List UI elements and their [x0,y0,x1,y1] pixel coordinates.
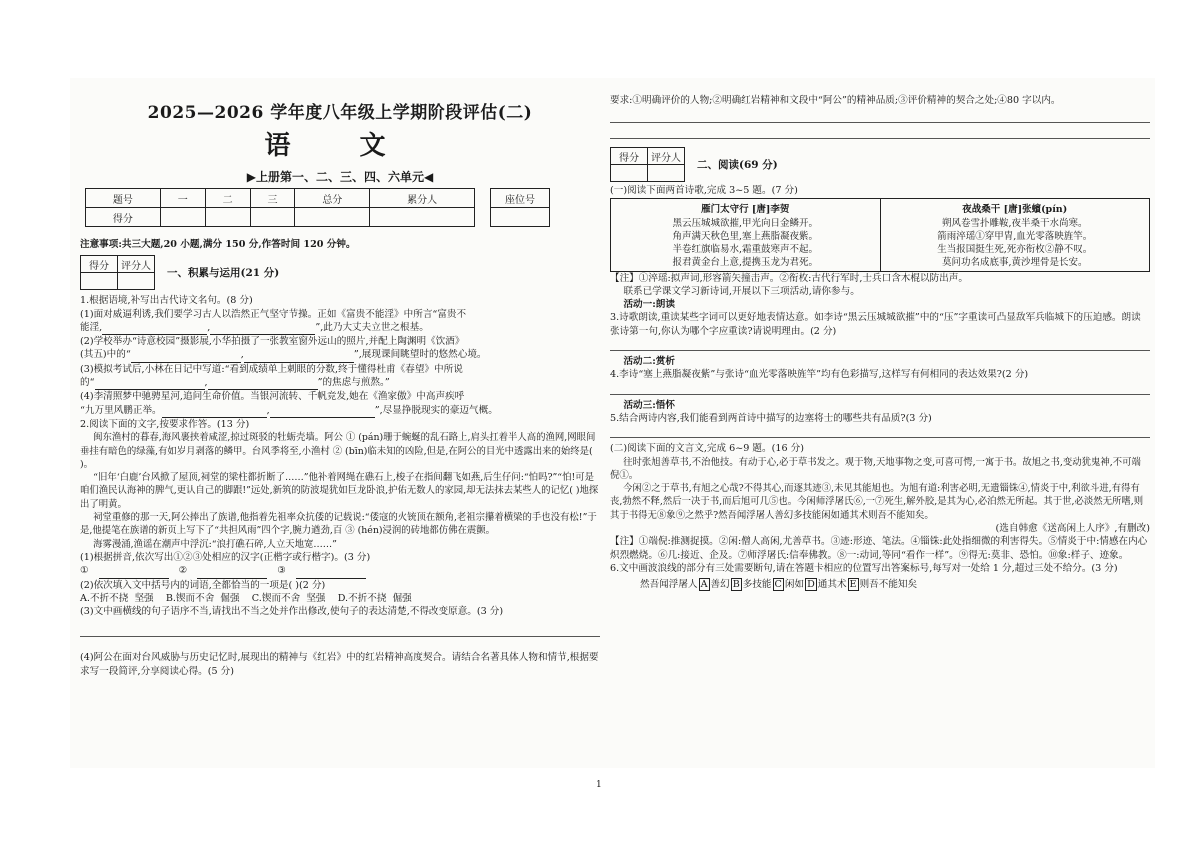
q1-3-suffix: ”的焦虑与煎熬。” [317,377,390,389]
score-input-cell[interactable] [295,208,370,227]
segment-text: 多技能 [742,579,772,591]
poem-line: 半卷红旗临易水,霜重鼓寒声不起。 [672,243,819,255]
answer-line[interactable] [610,126,1150,139]
section-heading: 二、阅读(69 分) [697,159,778,172]
break-marker[interactable]: A [700,579,708,591]
passage-paragraph: 海雾漫涌,渔谣在潮声中浮沉:“浪打礁石碎,人立天地宽……” [93,538,337,550]
sub-question-1: (1)根据拼音,依次写出①②③处相应的汉字(正楷字或行楷字)。(3 分) [80,551,371,563]
score-input-cell[interactable] [160,208,205,227]
question-4: 4.李诗“塞上燕脂凝夜紫”与张诗“血光零落映旌竿”均有色彩描写,这样写有何相同的表达效果?(2 分) [610,369,1029,381]
mark-3: ③ [277,565,286,577]
right-column [610,78,1150,592]
answer-blank[interactable] [296,564,366,578]
score-table [85,188,475,227]
score-box-label: 评分人 [648,148,685,165]
break-marker[interactable]: B [732,579,740,591]
sub-question-2-options: A.不折不挠 坚强 B.锲而不舍 倔强 C.锲而不舍 坚强 D.不折不挠 倔强 [80,592,412,604]
segment-text: 闲如 [784,579,805,591]
segment-text: 善幻 [710,579,730,591]
answer-blank[interactable] [210,321,315,335]
poem-line: 角声满天秋色里,塞上燕脂凝夜紫。 [672,230,819,242]
answer-blank[interactable] [95,376,205,390]
segment-text: 然吾闻浮屠人 [640,579,698,591]
poem-line: 莫问功名成底事,黄沙埋骨是长安。 [941,256,1088,268]
score-input-cell[interactable] [370,208,475,227]
score-input-cell[interactable] [205,208,250,227]
answer-blank[interactable] [208,376,318,390]
score-box-label: 评分人 [118,256,155,273]
break-marker[interactable]: E [849,579,857,591]
poem-line: 黑云压城城欲摧,甲光向日金鳞开。 [672,217,819,229]
score-cell: 总分 [295,189,370,208]
answer-blank[interactable] [99,564,169,578]
score-cell: 题号 [86,189,161,208]
section-score-box [80,255,155,290]
score-box-input[interactable] [118,273,155,290]
passage-paragraph: 闽东渔村的暮春,海风裹挟着咸涩,掠过斑驳的牡蛎壳墙。阿公 ① (pán)珊于蜿蜒的乱石路上,肩头扛着半人高的渔网,网眼间垂挂有暗色的绿藻,有如岁月剥落的鳞甲。台风季将至,小渔村 ② (bīn)临未知的凶险,但是,在阿公的目光中透露出来的始终是( )。 [80,432,596,470]
left-column [80,78,600,677]
score-cell: 二 [205,189,250,208]
question-6: 6.文中画波浪线的部分有三处需要断句,请在答题卡相应的位置写出答案标号,每写对一处给 1 分,超过三处不给分。(3 分) [610,562,1118,574]
score-cell: 累分人 [370,189,475,208]
poem-line: 朔风卷雪扑雕鞍,夜半桑干水尚寒。 [941,217,1088,229]
q1-3-prefix: 的“ [80,377,95,389]
seat-label: 座位号 [491,189,550,208]
question-2: 2.阅读下面的文字,按要求作答。(13 分) [80,418,250,430]
activity-3: 活动三:悟怀 [623,399,675,411]
seat-input-cell[interactable] [491,208,550,227]
passage-paragraph: “旧年‘白鹿’台风掀了屋顶,祠堂的梁柱都折断了……”他补着网绳在礁石上,梭子在指间翻飞如燕,后生仔问:“怕吗?”“怕!可是咱们渔民认海神的脾气,更认自己的脚跟!”远处,新筑的防波堤犹如巨龙卧浪,护佑无数人的家园,却无法抹去某些人的记忆( )地探出了明黄。 [80,472,599,510]
q1-4-suffix: ”,尽显挣脱现实的豪迈气概。 [374,404,498,416]
question-1-1: (1)面对威逼利诱,我们要学习古人以浩然正气坚守节操。正如《富贵不能淫》中所言“富贵不 [80,308,467,320]
prose-paragraph: 今闲②之于草书,有旭之心哉?不得其心,而逐其迹③,未见其能旭也。为旭有道:利害必明,无遗锱铢④,情炎于中,利欲斗进,有得有丧,勃然不释,然后一决于书,而后旭可几⑤也。今闲师浮屠氏⑥,一⑦死生,解外胶,是其为心,必泊然无所起。其于世,必淡然无所嗜,则其于书得无⑧象⑨之然乎?然吾闻浮屠人善幻多技能闲如通其术则吾不能知矣。 [610,483,1144,521]
prose-source: (选自韩愈《送高闲上人序》,有删改) [995,523,1150,535]
poem-1 [611,199,880,271]
question-3: 3.诗歌朗读,重读某些字词可以更好地表情达意。如李诗“黑云压城城欲摧”中的“压”字重读可凸显敌军兵临城下的压迫感。朗读张诗第一句,你认为哪个字应重读?请说明理由。(2 分) [610,312,1141,337]
break-marker[interactable]: C [774,579,782,591]
q1-4-prefix: “九万里风鹏正举。 [80,404,162,416]
activity-intro: 联系已学课文学习新诗词,开展以下三项活动,请你参与。 [623,285,860,297]
seat-table [490,188,550,227]
answer-blank[interactable] [102,321,207,335]
units-banner: ▶上册第一、二、三、四、六单元◀ [246,170,434,184]
poem-intro: (一)阅读下面两首诗歌,完成 3~5 题。(7 分) [610,185,798,197]
sub-question-2: (2)依次填入文中括号内的词语,全都恰当的一项是( )(2 分) [80,579,326,591]
question-1-2: (2)学校举办“诗意校园”摄影展,小华拍摄了一张教室窗外远山的照片,并配上陶渊明《饮酒》 [80,336,465,348]
answer-blank[interactable] [244,348,354,362]
question-1-4: (4)李清照梦中驰骋星河,追问生命价值。当银河流转、千帆竞发,她在《渔家傲》中高声疾呼 [80,391,465,403]
exam-sheet [70,78,1155,768]
score-box-label: 得分 [611,148,648,165]
mark-1: ① [80,565,89,577]
segmentation-line [610,578,1150,591]
activity-2: 活动二:赏析 [623,356,675,368]
answer-line[interactable] [610,425,1150,438]
prose-note: 【注】①端倪:推测捉摸。②闲:僧人高闲,尤善草书。③迹:形迹、笔法。④锱铢:此处指细微的利害得失。⑤情炎于中:情感在内心炽烈燃烧。⑥几:接近、企及。⑦师浮屠氏:信奉佛教。⑧一:动词,等同“看作一样”。⑨得无:莫非、恐怕。⑩象:样子、迹象。 [610,536,1148,561]
left-body: 注意事项:共三大题,20 小题,满分 150 分,作答时间 120 分钟。 得分 评分人 一、积累与运用(21 分) 1.根据语境,补写出古代诗文名句。(8 分) (1)面对威逼利诱,我们要学习古人以浩然正气坚守节操。正如《富贵不能淫》中所言“富贵不 能淫, , ”,此乃大丈夫立世之根基。 (2)学校举办“诗意校园”摄影展,小华拍摄了一张教室窗外远山的照片,并配上陶渊明《饮酒》 (其五)中的“ , ”,展现课间眺望时的悠然心境。 (3)模拟考试后,小林在日记中写道:“看到成绩单上刺眼的分数,终于懂得杜甫《春望》中所说 的“ , ”的焦虑与煎熬。” (4)李清照梦中驰骋星河,追问生命价值。当银河流转、千帆竞发,她在《渔家傲》中高声疾呼 “九万里风鹏正举。 , ”,尽显挣脱现实的豪迈气概。 2.阅读下面的文字,按要求作答。(13 分) 闽东渔村的暮春,海风裹挟着咸涩,掠过斑驳的牡蛎壳墙。阿公 ① (pán)珊于蜿蜒的乱石路上,肩头扛着半人高的渔网,网眼间垂挂有暗色的绿藻,有如岁月剥落的鳞甲。台风季将至,小渔村 ② (bīn)临未知的凶险,但是,在阿公的目光中透露出来的始终是( )。 “旧年‘白鹿’台风掀了屋顶,祠堂的梁柱都折断了……”他补着网绳在礁石上,梭子在指间翻飞如燕,后生仔问:“怕吗?”“怕!可是咱们渔民认海神的脾气,更认自己的脚跟!”远处,新筑的防波堤犹如巨龙卧浪,护佑无数人的家园,却无法抹去某些人的记忆( )地探出了明黄。 祠堂重修的那一天,阿公捧出了族谱,他指着先祖率众抗倭的记载说:“倭寇的火铳顶在额角,老祖宗攥着横梁的手也没有松!”于是,他提笔在族谱的新页上写下了“共担风雨”四个字,腕力遒劲,百 ③ (hén)浸润的砖地都仿佛在震颤。 海雾漫涌,渔谣在潮声中浮沉:“浪打礁石碎,人立天地宽……” (1)根据拼音,依次写出①②③处相应的汉字(正楷字或行楷字)。(3 分) ① ② ③ (2)依次填入文中括号内的词语,全都恰当的一项是( )(2 分) A.不折不挠 坚强 B.锲而不舍 倔强 C.锲而不舍 坚强 D.不折不挠 倔强 (3)文中画横线的句子语序不当,请找出不当之处并作出修改,使句子的表达清楚,不得改变原意。(3 分) (4)阿公在面对台风威胁与历史记忆时,展现出的精神与《红岩》中的红岩精神高度契合。请结合名著具体人物和情节,根据要求写一段简评,分享阅读心得。(5 分) [80,239,599,677]
q1-2-suffix: ”,展现课间眺望时的悠然心境。 [353,349,487,361]
score-box-input[interactable] [611,165,648,182]
poem-2 [880,199,1150,271]
answer-line[interactable] [610,110,1150,123]
segment-text: 通其术 [817,579,847,591]
passage-paragraph: 祠堂重修的那一天,阿公捧出了族谱,他指着先祖率众抗倭的记载说:“倭寇的火铳顶在额角,老祖宗攥着横梁的手也没有松!”于是,他提笔在族谱的新页上写下了“共担风雨”四个字,腕力遒劲,百 ③ (hén)浸润的砖地都仿佛在震颤。 [80,512,597,537]
prose-paragraph: 往时张旭善草书,不治他技。有动于心,必于草书发之。观于物,天地事物之变,可喜可愕,一寓于书。故旭之书,变动犹鬼神,不可端倪①。 [610,456,1141,481]
notice: 注意事项:共三大题,20 小题,满分 150 分,作答时间 120 分钟。 [80,239,356,250]
section-heading: 一、积累与运用(21 分) [167,267,280,280]
sub-question-3: (3)文中画横线的句子语序不当,请找出不当之处并作出修改,使句子的表达清楚,不得改变原意。(3 分) [80,606,504,618]
q1-1-suffix: ”,此乃大丈夫立世之根基。 [315,321,429,333]
question-1-3: (3)模拟考试后,小林在日记中写道:“看到成绩单上刺眼的分数,终于懂得杜甫《春望》中所说 [80,363,463,375]
score-input-cell[interactable] [250,208,295,227]
subject-title: 语 文 [264,131,416,161]
score-cell: 得分 [86,208,161,227]
answer-blank[interactable] [162,404,267,418]
section-score-box [610,147,685,182]
q1-2-prefix: (其五)中的“ [80,349,131,361]
segment-text: 则吾不能知矣 [859,579,918,591]
answer-line[interactable] [610,382,1150,395]
exam-title: 2025—2026 学年度八年级上学期阶段评估(二) [147,103,533,123]
poem-title: 夜战桑干 [唐]张蠙(pín) [962,203,1068,215]
poems-box [610,198,1150,272]
answer-line[interactable] [610,338,1150,351]
poem-title: 雁门太守行 [唐]李贺 [701,203,790,215]
q1-1-prefix: 能淫, [80,321,103,333]
question-5: 5.结合两诗内容,我们能看到两首诗中描写的边塞将士的哪些共有品质?(3 分) [610,412,932,424]
prose-intro: (二)阅读下面的文言文,完成 6~9 题。(16 分) [610,443,804,455]
answer-line[interactable] [80,624,600,637]
answer-blank[interactable] [131,348,241,362]
score-cell: 一 [160,189,205,208]
answer-blank[interactable] [270,404,375,418]
poem-line: 生当报国挺生死,死亦衔枚②静不叹。 [937,243,1093,255]
question-1: 1.根据语境,补写出古代诗文名句。(8 分) [80,295,253,307]
score-box-label: 得分 [81,256,118,273]
page-number: 1 [596,780,602,790]
break-marker[interactable]: D [807,579,815,591]
requirement-text: 要求:①明确评价的人物;②明确红岩精神和文段中“阿公”的精神品质;③评价精神的契合之处;④80 字以内。 [610,95,1061,106]
activity-1: 活动一:朗读 [623,299,675,311]
sub-question-4: (4)阿公在面对台风威胁与历史记忆时,展现出的精神与《红岩》中的红岩精神高度契合。请结合名著具体人物和情节,根据要求写一段简评,分享阅读心得。(5 分) [80,652,599,677]
poem-line: 箭雨淬瑶①穿甲胄,血光零落映旌竿。 [937,230,1093,242]
answer-blank[interactable] [197,564,267,578]
mark-2: ② [178,565,188,577]
score-cell: 三 [250,189,295,208]
score-box-input[interactable] [648,165,685,182]
score-box-input[interactable] [81,273,118,290]
poem-note: 【注】①淬瑶:拟声词,形容箭矢撞击声。②衔枚:古代行军时,士兵口含木棍以防出声。 [610,272,968,284]
poem-line: 报君黄金台上意,提携玉龙为君死。 [672,256,819,268]
